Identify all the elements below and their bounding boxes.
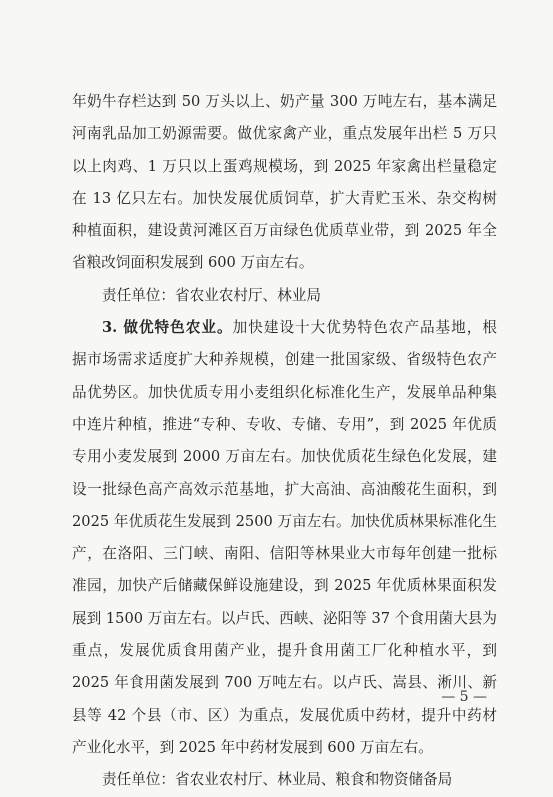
text-line: 县等 42 个县（市、区）为重点，发展优质中药材，提升中药材 <box>72 706 497 724</box>
text-line: 河南乳品加工奶源需要。做优家禽产业，重点发展年出栏 5 万只 <box>72 125 497 143</box>
text-line: 年奶牛存栏达到 50 万头以上、奶产量 300 万吨左右，基本满足 <box>72 93 497 110</box>
text-line: 重点，发展优质食用菌产业，提升食用菌工厂化种植水平，到 <box>72 642 497 660</box>
text-line: 专用小麦发展到 2000 万亩左右。加快优质花生绿色化发展，建 <box>72 448 497 466</box>
text-line: 在 13 亿只左右。加快发展优质饲草，扩大青贮玉米、杂交构树 <box>72 189 497 207</box>
text-line: 据市场需求适度扩大种养规模，创建一批国家级、省级特色农产 <box>72 351 497 369</box>
text-line: 2025 年优质花生发展到 2500 万亩左右。加快优质林果标准化生 <box>72 512 497 530</box>
section-heading-rest: 加快建设十大优势特色农产品基地，根 <box>232 319 497 337</box>
page-number: — 5 — <box>441 689 487 705</box>
body-text <box>72 86 497 797</box>
section-heading-line <box>72 312 497 344</box>
text-line: 省粮改饲面积发展到 600 万亩左右。 <box>72 254 314 272</box>
section-heading: 3. 做优特色农业。 <box>102 319 233 337</box>
text-line: 准园，加快产后储藏保鲜设施建设，到 2025 年优质林果面积发 <box>72 577 497 595</box>
text-line: 中连片种植，推进“专种、专收、专储、专用”，到 2025 年优质 <box>72 415 497 433</box>
text-line: 设一批绿色高产高效示范基地，扩大高油、高油酸花生面积，到 <box>72 480 497 498</box>
responsibility-line: 责任单位：省农业农村厅、林业局 <box>102 286 321 304</box>
text-line: 以上肉鸡、1 万只以上蛋鸡规模场，到 2025 年家禽出栏量稳定 <box>72 157 497 175</box>
text-line: 产业化水平，到 2025 年中药材发展到 600 万亩左右。 <box>72 738 433 756</box>
text-line: 产，在洛阳、三门峡、南阳、信阳等林果业大市每年创建一批标 <box>72 545 497 563</box>
text-line: 展到 1500 万亩左右。以卢氏、西峡、泌阳等 37 个食用菌大县为 <box>72 609 497 627</box>
text-line: 2025 年食用菌发展到 700 万吨左右。以卢氏、嵩县、淅川、新 <box>72 674 497 692</box>
text-line: 品优势区。加快优质专用小麦组织化标准化生产，发展单品种集 <box>72 383 497 401</box>
responsibility-line: 责任单位：省农业农村厅、林业局、粮食和物资储备局 <box>102 771 453 789</box>
text-line: 种植面积，建设黄河滩区百万亩绿色优质草业带，到 2025 年全 <box>72 222 497 240</box>
